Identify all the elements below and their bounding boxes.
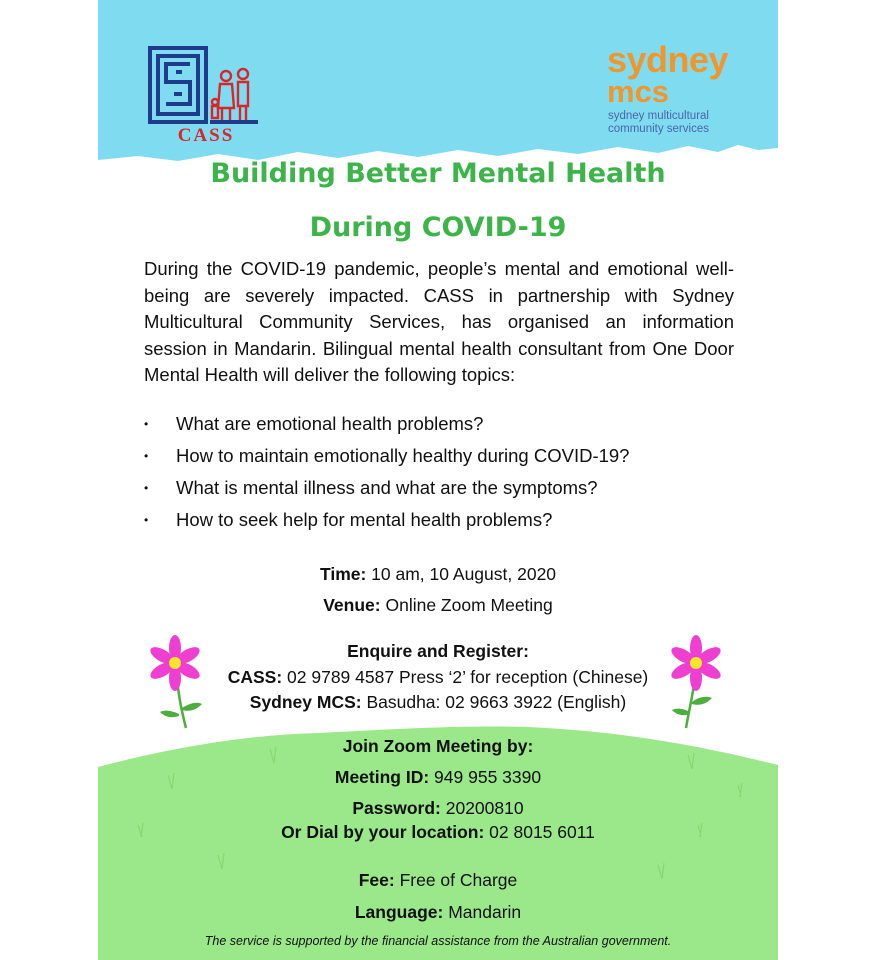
list-item bbox=[144, 504, 744, 536]
meeting-id-label: Meeting ID: bbox=[334, 767, 430, 787]
language-label: Language: bbox=[354, 902, 444, 922]
mcs-contact-label: Sydney MCS: bbox=[249, 692, 362, 712]
language-value: Mandarin bbox=[443, 902, 522, 922]
zoom-heading: Join Zoom Meeting by: bbox=[342, 736, 534, 756]
bullet-icon: • bbox=[144, 417, 149, 431]
topics-list bbox=[144, 408, 744, 536]
topic-text: How to seek help for mental health problems? bbox=[176, 509, 553, 530]
time-value: 10 am, 10 August, 2020 bbox=[366, 564, 557, 584]
topic-text: What is mental illness and what are the symptoms? bbox=[176, 477, 598, 498]
poster bbox=[98, 0, 778, 960]
mcs-logo-subtitle bbox=[608, 110, 768, 136]
topic-text: How to maintain emotionally healthy during COVID-19? bbox=[176, 445, 630, 466]
password-value: 20200810 bbox=[440, 798, 524, 818]
venue-value: Online Zoom Meeting bbox=[380, 595, 553, 615]
cass-contact-value: 02 9789 4587 Press ‘2’ for reception (Chinese) bbox=[282, 667, 649, 687]
time-label: Time: bbox=[319, 564, 367, 584]
intro-paragraph: During the COVID-19 pandemic, people’s mental and emotional well-being are severely impacted. CASS in partnership with Sydney Multicultural Community Services, has organised an information session in Mandarin. Bilingual mental health consultant from One Door Mental Health will deliver the following topics: bbox=[144, 258, 734, 385]
cass-logo-text: CASS bbox=[177, 125, 235, 146]
flower-left-icon bbox=[146, 630, 208, 730]
footer-note: The service is supported by the financial assistance from the Australian government. bbox=[204, 934, 672, 948]
fee-value: Free of Charge bbox=[394, 870, 518, 890]
dial-line bbox=[98, 821, 778, 843]
bullet-icon: • bbox=[144, 449, 149, 463]
list-item bbox=[144, 472, 744, 504]
bullet-icon: • bbox=[144, 513, 149, 527]
venue-label: Venue: bbox=[323, 595, 381, 615]
list-item bbox=[144, 440, 744, 472]
dial-value: 02 8015 6011 bbox=[484, 822, 595, 842]
password-line bbox=[98, 797, 778, 819]
topic-text: What are emotional health problems? bbox=[176, 413, 484, 434]
title-line-2: During COVID-19 bbox=[309, 212, 567, 243]
mcs-subtitle-line-2: community services bbox=[608, 123, 709, 135]
language-line bbox=[98, 901, 778, 923]
mcs-logo-mcs: mcs bbox=[607, 74, 670, 109]
venue-line bbox=[98, 594, 778, 616]
flower-right-icon bbox=[664, 630, 726, 730]
fee-line bbox=[98, 869, 778, 891]
time-line bbox=[98, 563, 778, 585]
bullet-icon: • bbox=[144, 481, 149, 495]
list-item bbox=[144, 408, 744, 440]
mcs-logo-sydney: sydney bbox=[607, 39, 729, 80]
meeting-id-value: 949 955 3390 bbox=[429, 767, 542, 787]
title-line-1: Building Better Mental Health bbox=[210, 158, 666, 189]
cass-contact-label: CASS: bbox=[227, 667, 283, 687]
enquire-heading: Enquire and Register: bbox=[347, 641, 529, 661]
mcs-subtitle-line-1: sydney multicultural bbox=[608, 110, 709, 122]
fee-label: Fee: bbox=[358, 870, 395, 890]
dial-label: Or Dial by your location: bbox=[281, 822, 485, 842]
password-label: Password: bbox=[352, 798, 441, 818]
meeting-id-line bbox=[98, 766, 778, 788]
mcs-contact-value: Basudha: 02 9663 3922 (English) bbox=[361, 692, 627, 712]
